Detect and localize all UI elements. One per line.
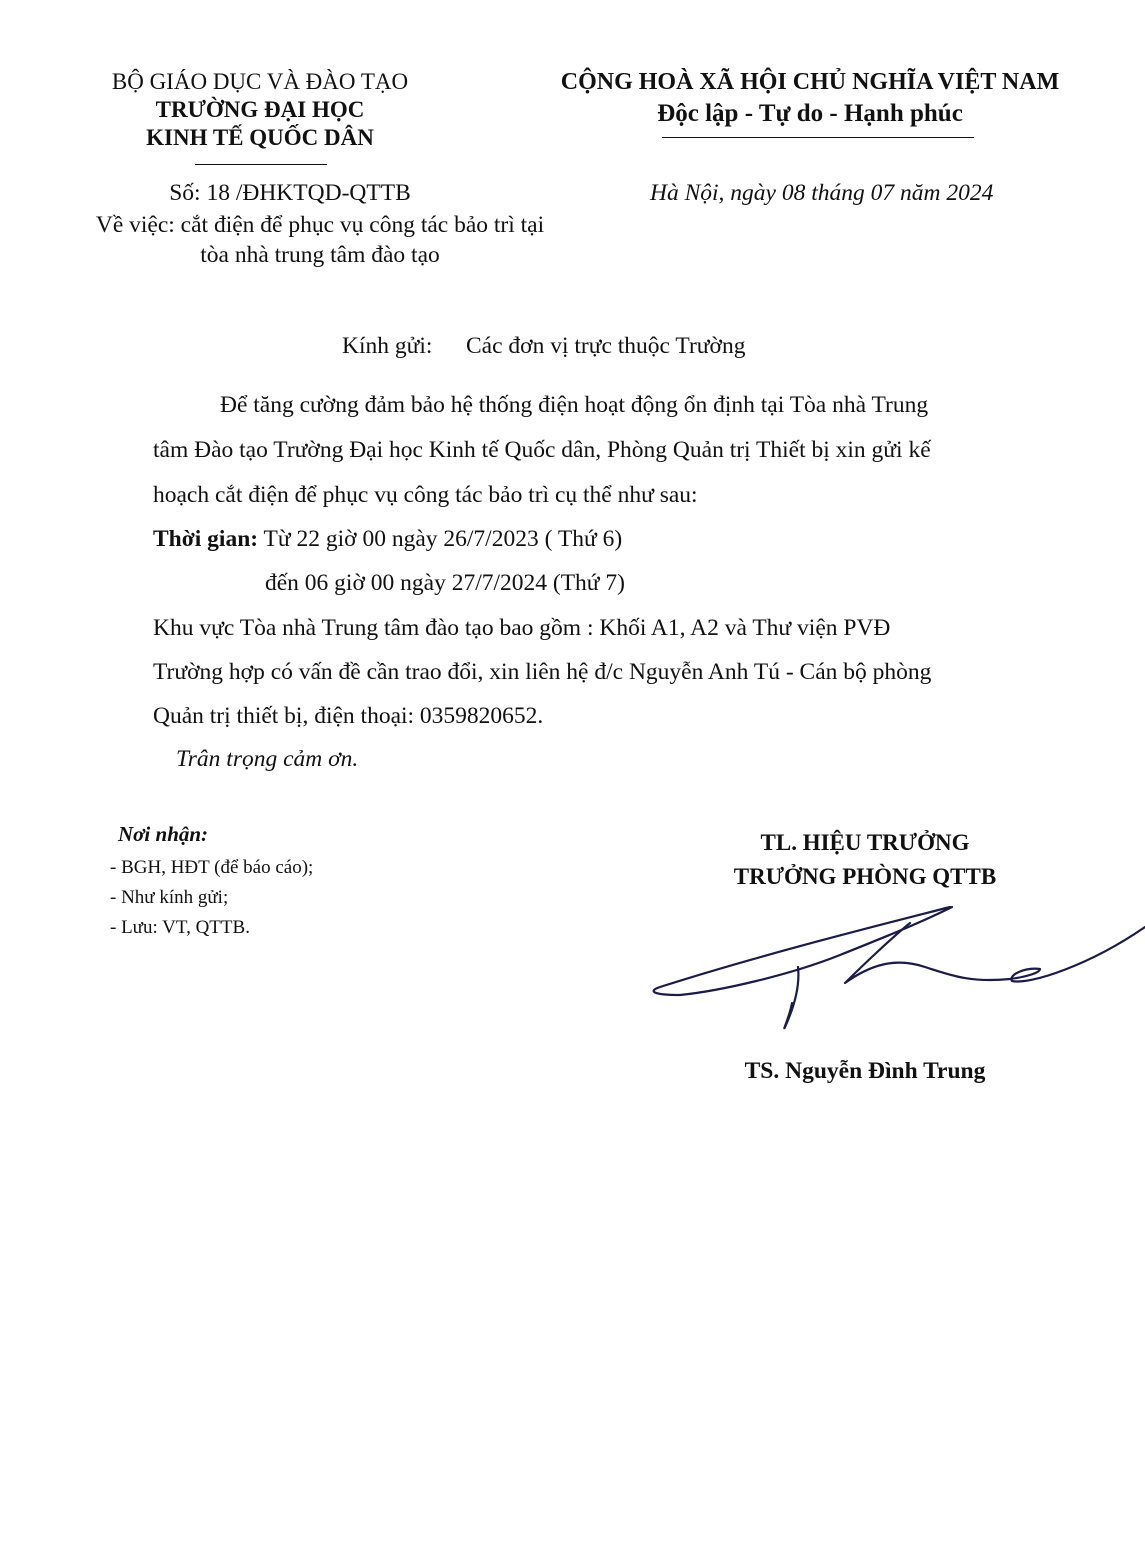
recipients-item: - BGH, HĐT (để báo cáo); xyxy=(110,857,314,878)
contact-line1: Trường hợp có vấn đề cần trao đổi, xin liên hệ đ/c Nguyễn Anh Tú - Cán bộ phòng xyxy=(153,659,932,685)
area-line: Khu vực Tòa nhà Trung tâm đào tạo bao gồm : Khối A1, A2 và Thư viện PVĐ xyxy=(153,615,891,641)
subject-line2: tòa nhà trung tâm đào tạo xyxy=(200,242,440,268)
header-right-underline xyxy=(662,137,974,138)
closing-line: Trân trọng cảm ơn. xyxy=(176,746,359,772)
recipients-item: - Lưu: VT, QTTB. xyxy=(110,917,250,938)
signature-title1: TL. HIỆU TRƯỞNG xyxy=(760,830,970,855)
recipients-title: Nơi nhận: xyxy=(118,822,209,846)
time-to: đến 06 giờ 00 ngày 27/7/2024 (Thứ 7) xyxy=(265,570,625,596)
time-from: Từ 22 giờ 00 ngày 26/7/2023 ( Thứ 6) xyxy=(258,526,623,552)
school-name-line1: TRƯỜNG ĐẠI HỌC xyxy=(155,97,365,122)
signature-titles xyxy=(690,826,1040,894)
time-row xyxy=(153,526,622,553)
date-place: Hà Nội, ngày 08 tháng 07 năm 2024 xyxy=(650,180,994,206)
handwritten-signature-icon xyxy=(640,895,1145,1045)
signature-title2: TRƯỞNG PHÒNG QTTB xyxy=(733,864,997,889)
body-para1-line3: hoạch cắt điện để phục vụ công tác bảo trì cụ thể như sau: xyxy=(153,482,698,508)
document-subject xyxy=(55,210,585,270)
body-para1-line2: tâm Đào tạo Trường Đại học Kinh tế Quốc dân, Phòng Quản trị Thiết bị xin gửi kế xyxy=(153,437,931,463)
contact-line2: Quản trị thiết bị, điện thoại: 0359820652. xyxy=(153,703,544,729)
recipient-label: Kính gửi: xyxy=(342,333,433,359)
national-motto: Độc lập - Tự do - Hạnh phúc xyxy=(657,100,963,127)
document-number: Số: 18 /ĐHKTQD-QTTB xyxy=(169,180,411,206)
header-left xyxy=(70,68,450,152)
signer-name: TS. Nguyễn Đình Trung xyxy=(744,1058,986,1084)
ministry-name: BỘ GIÁO DỤC VÀ ĐÀO TẠO xyxy=(111,69,409,94)
header-left-underline xyxy=(195,164,327,165)
country-name: CỘNG HOÀ XÃ HỘI CHỦ NGHĨA VIỆT NAM xyxy=(560,69,1060,95)
header-right xyxy=(545,66,1075,130)
recipient: Các đơn vị trực thuộc Trường xyxy=(466,333,746,359)
body-para1-line1: Để tăng cường đảm bảo hệ thống điện hoạt động ổn định tại Tòa nhà Trung xyxy=(220,392,929,418)
recipients-block xyxy=(110,822,313,943)
school-name-line2: KINH TẾ QUỐC DÂN xyxy=(146,125,374,150)
recipients-item: - Như kính gửi; xyxy=(110,887,229,908)
subject-line1: Về việc: cắt điện để phục vụ công tác bảo trì tại xyxy=(95,212,545,238)
time-label: Thời gian: xyxy=(153,526,259,552)
